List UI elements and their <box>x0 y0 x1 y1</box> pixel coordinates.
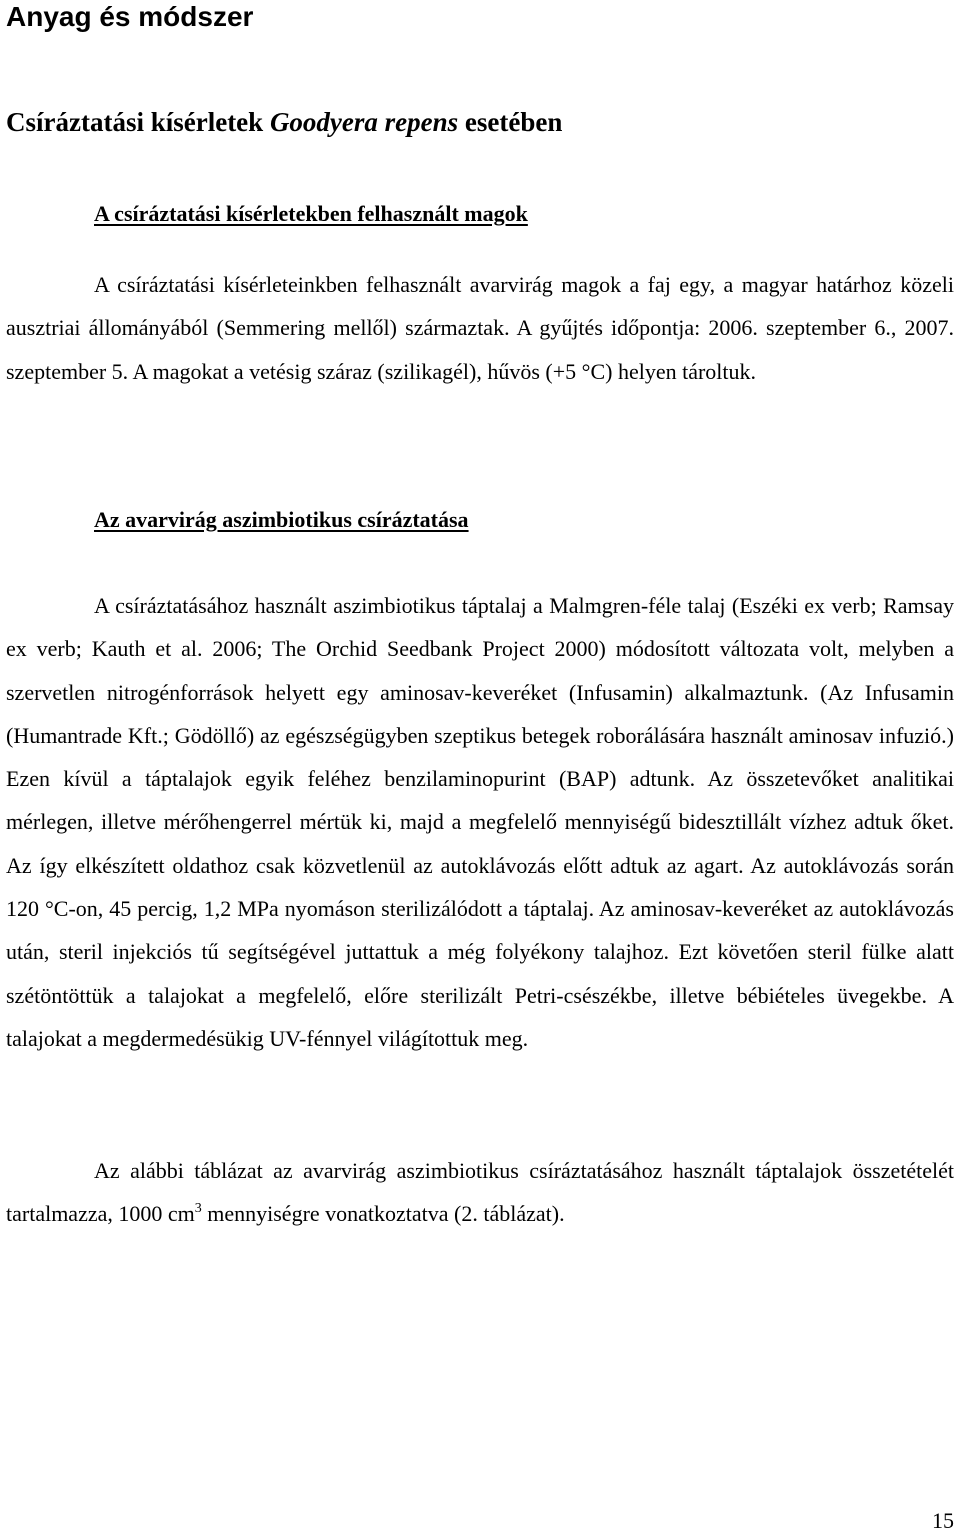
paragraph-medium: A csíráztatásához használt aszimbiotikus táptalaj a Malmgren-féle talaj (Eszéki ex verb; Ramsay ex verb; Kauth et al. 2006; The Orchid Seedbank Project 2000) módosított változata volt, melyben a szervetlen nitrogénforrások helyett egy aminosav-keveréket (Infusamin) alkalmaztunk. (Az Infusamin (Humantrade Kft.; Gödöllő) az egészségügyben szeptikus betegek roborálására használt aminosav infuzió.) Ezen kívül a táptalajok egyik feléhez benzilaminopurint (BAP) adtunk. Az összetevőket analitikai mérlegen, illetve mérőhengerrel mértük ki, majd a megfelelő mennyiségű bidesztillált vízhez adtuk őket. Az így elkészített oldathoz csak közvetlenül az autoklávozás előtt adtuk az agart. Az autoklávozás során 120 °C-on, 45 percig, 1,2 MPa nyomáson sterilizálódott a táptalaj. Az aminosav-keveréket az autoklávozás után, steril injekciós tű segítségével juttattuk a még folyékony talajhoz. Ezt követően steril fülke alatt szétöntöttük a talajokat a megfelelő, előre sterilizált Petri-csészékbe, illetve bébiételes üvegekbe. A talajokat a megdermedésükig UV-fénnyel világítottuk meg. <box>6 593 954 1051</box>
paragraph-table-intro <box>6 1149 954 1236</box>
section-heading-species: Goodyera repens <box>269 107 459 137</box>
page-number: 15 <box>932 1508 954 1533</box>
section-heading-post: esetében <box>458 107 563 137</box>
table-intro-text: Az alábbi táblázat az avarvirág aszimbiotikus csíráztatásához használt táptalajok összetételét tartalmazza, 1000 cm <box>6 1158 954 1227</box>
superscript-exponent: 3 <box>194 1201 202 1217</box>
chapter-heading: Anyag és módszer <box>6 1 254 32</box>
paragraph-seeds: A csíráztatási kísérleteinkben felhasznált avarvirág magok a faj egy, a magyar határhoz közeli ausztriai állományából (Semmering mellől) származtak. A gyűjtés időpontja: 2006. szeptember 6., 2007. szeptember 5. A magokat a vetésig száraz (szilikagél), hűvös (+5 °C) helyen tároltuk. <box>6 272 954 384</box>
subsection-heading-germination: Az avarvirág aszimbiotikus csíráztatása <box>94 507 469 532</box>
section-heading-pre: Csíráztatási kísérletek <box>6 107 270 137</box>
section-heading <box>6 105 562 139</box>
subsection-heading-seeds: A csíráztatási kísérletekben felhasznált magok <box>94 201 528 226</box>
table-intro-text-end: mennyiségre vonatkoztatva (2. táblázat). <box>201 1201 565 1227</box>
